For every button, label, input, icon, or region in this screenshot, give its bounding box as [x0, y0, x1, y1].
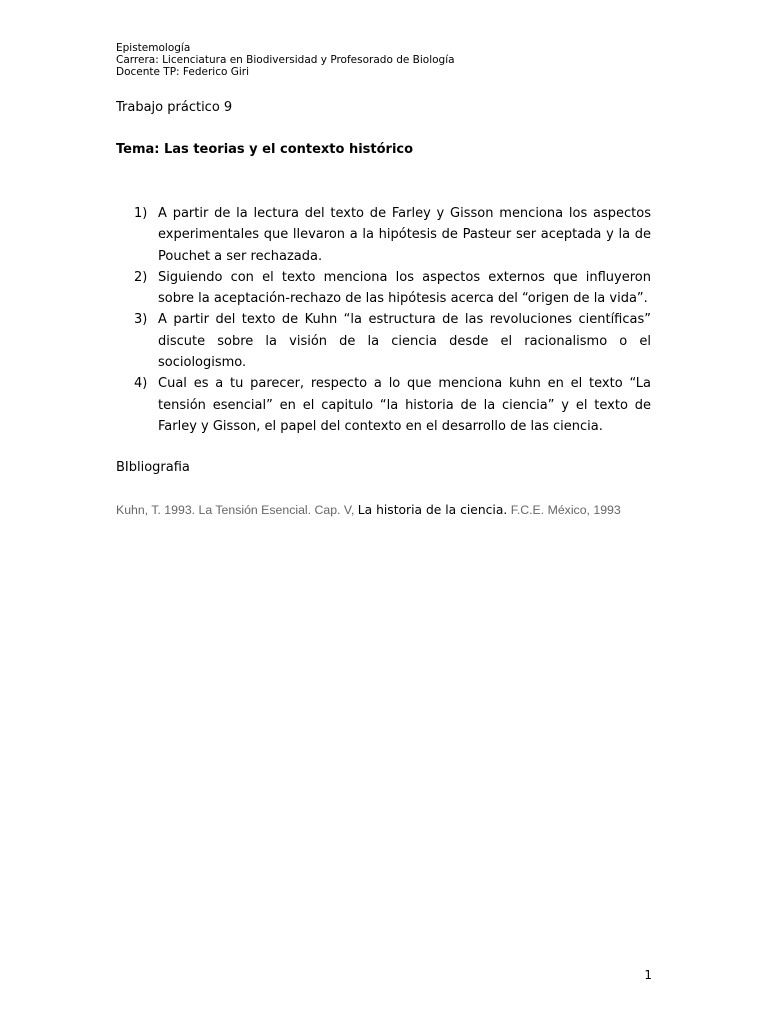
question-number: 2)	[134, 269, 148, 285]
reference-suffix: F.C.E. México, 1993	[507, 503, 621, 517]
reference-title: La historia de la ciencia.	[357, 503, 508, 517]
teacher-line: Docente TP: Federico Giri	[116, 66, 250, 79]
question-item	[116, 373, 651, 437]
career-line: Carrera: Licenciatura en Biodiversidad y Profesorado de Biología	[116, 54, 455, 67]
page-number: 1	[644, 968, 652, 982]
question-list	[116, 203, 651, 437]
document-header	[116, 42, 656, 79]
question-text: Cual es a tu parecer, respecto a lo que menciona kuhn en el texto “La tensión esencial” en el capitulo “la historia de la ciencia” y el texto de Farley y Gisson, el papel del contexto en el desarrollo de las ciencia.	[158, 376, 651, 434]
assignment-title: Trabajo práctico 9	[116, 100, 233, 115]
question-item	[116, 309, 651, 373]
subject-line: Epistemología	[116, 42, 191, 54]
reference-prefix: Kuhn, T. 1993. La Tensión Esencial. Cap. V,	[116, 503, 358, 517]
bibliography-reference	[116, 501, 676, 519]
question-number: 3)	[134, 312, 148, 328]
question-text: Siguiendo con el texto menciona los aspectos externos que influyeron sobre la aceptación-rechazo de las hipótesis acerca del “origen de la vida”.	[158, 269, 651, 307]
bibliography-heading: BIbliografia	[116, 460, 190, 475]
question-number: 1)	[134, 206, 148, 221]
question-text: A partir del texto de Kuhn “la estructura de las revoluciones científicas” discute sobre la visión de la ciencia desde el racionalismo o el sociologismo.	[158, 312, 651, 371]
question-number: 4)	[134, 376, 148, 392]
question-item	[116, 267, 651, 310]
question-text: A partir de la lectura del texto de Farley y Gisson menciona los aspectos experimentales que llevaron a la hipótesis de Pasteur ser aceptada y la de Pouchet a ser rechazada.	[158, 206, 651, 264]
question-item	[116, 203, 651, 267]
topic-heading: Tema: Las teorias y el contexto histórico	[116, 142, 414, 157]
